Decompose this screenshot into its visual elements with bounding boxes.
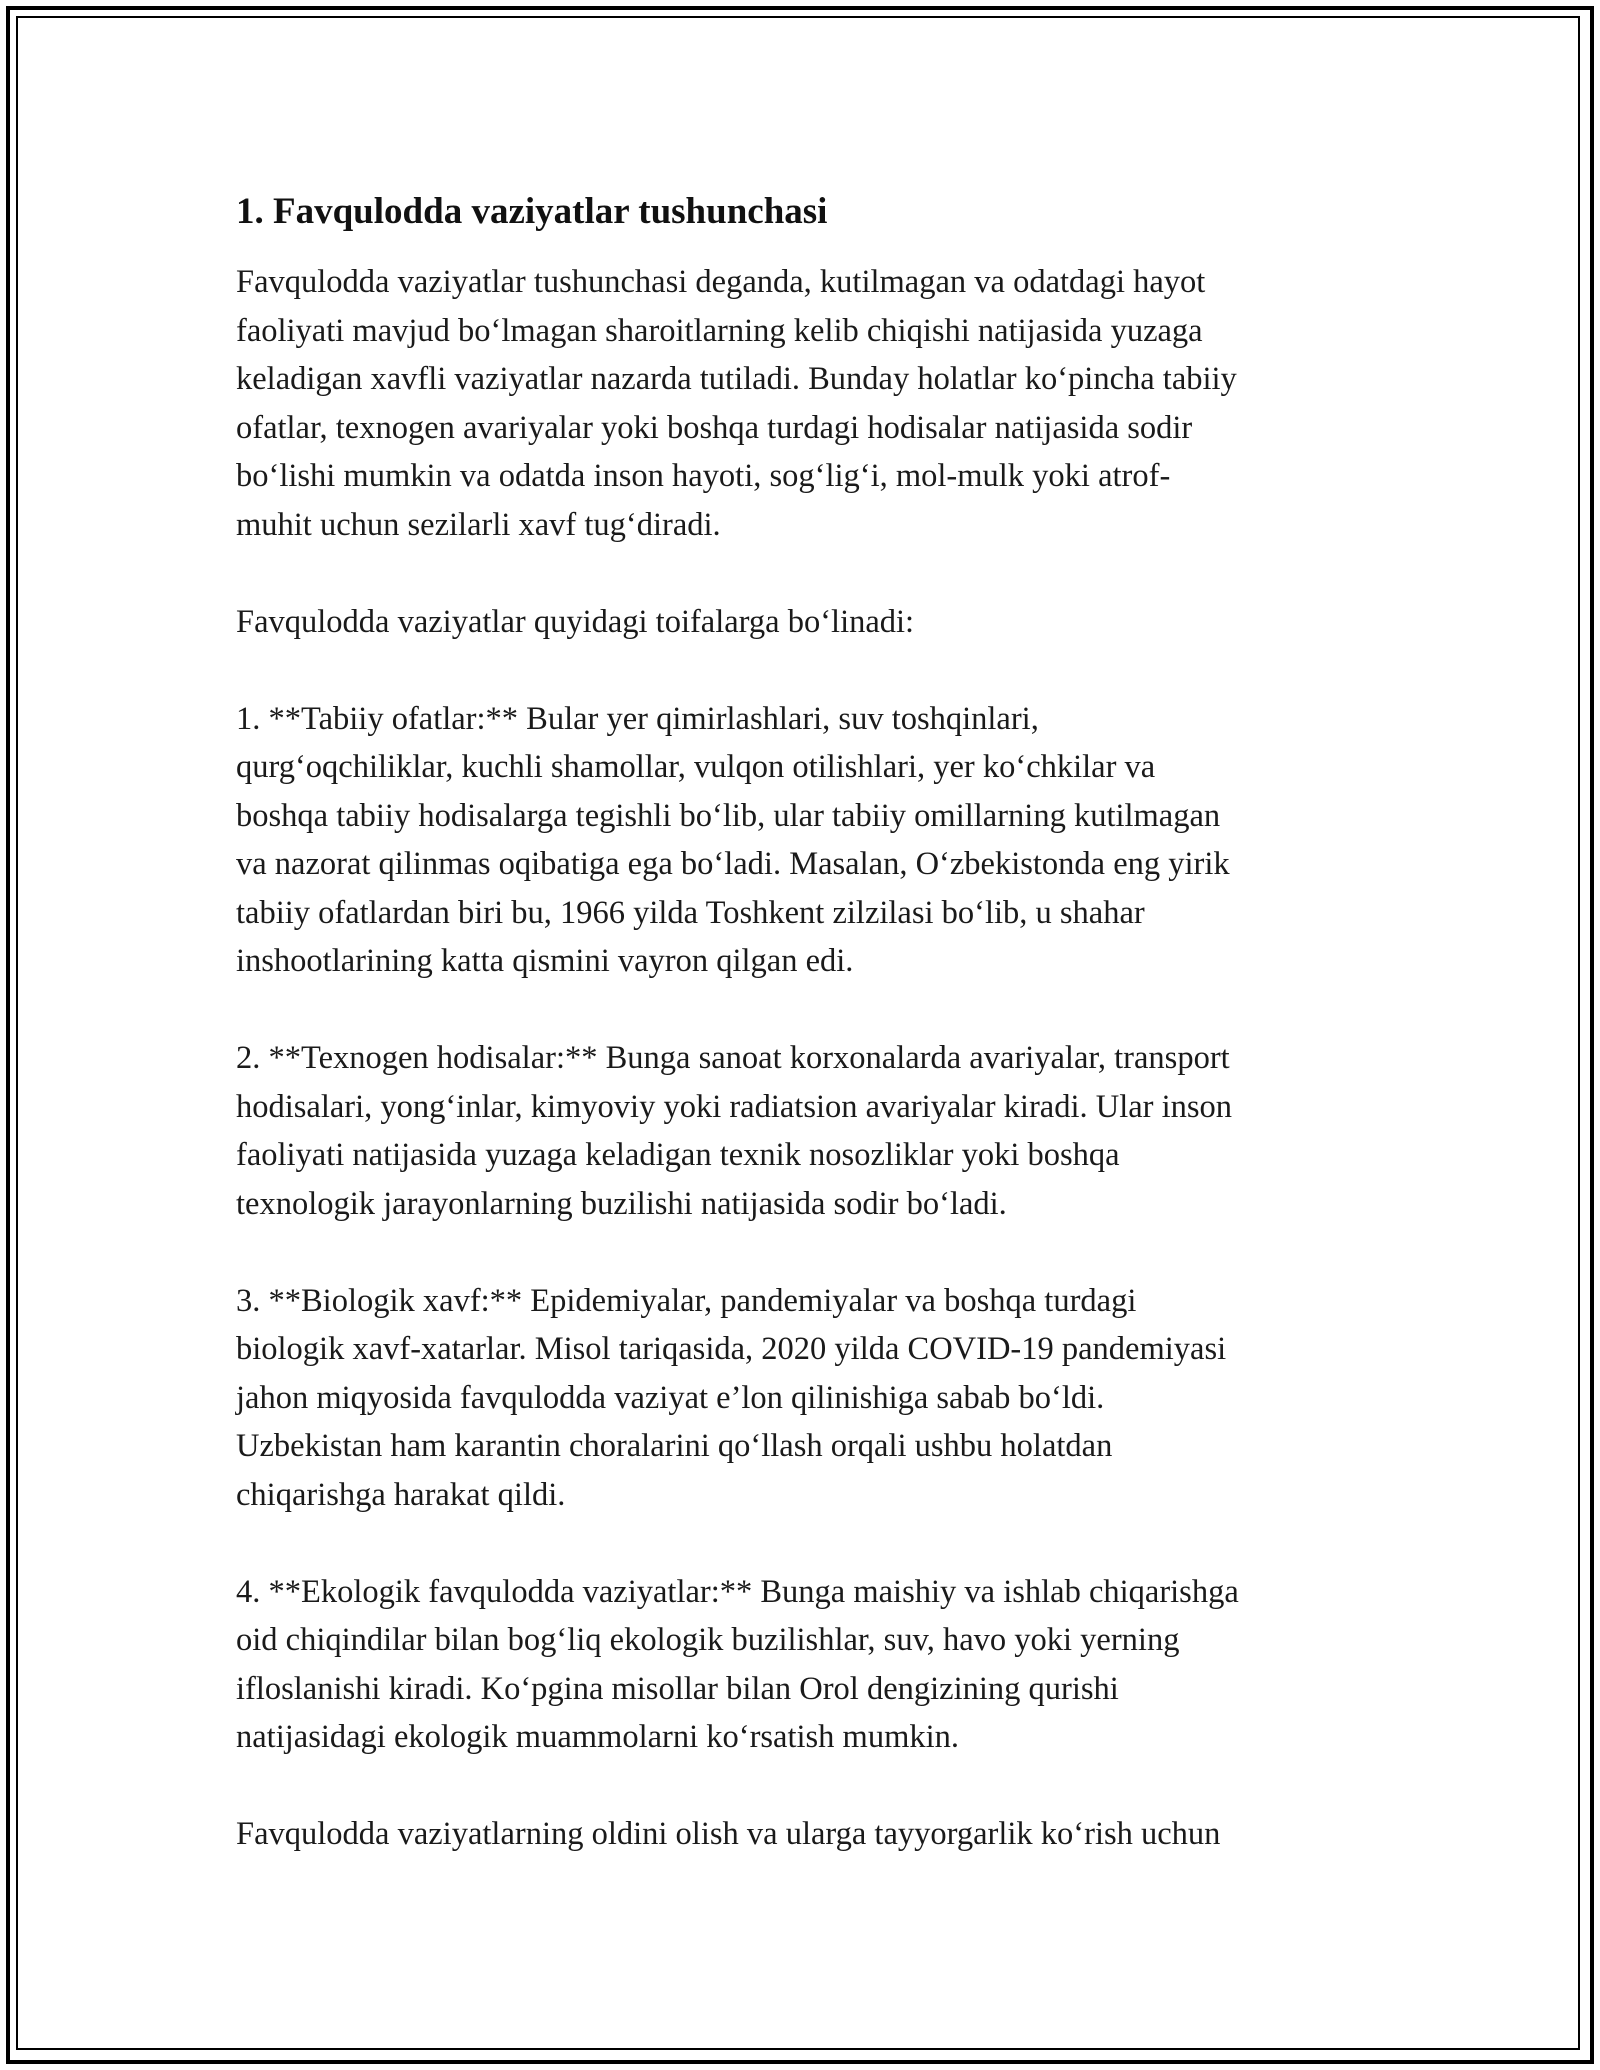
text-line: bo‘lishi mumkin va odatda inson hayoti, sog‘lig‘i, mol-mulk yoki atrof- xyxy=(236,458,1171,494)
text-line: chiqarishga harakat qildi. xyxy=(236,1476,566,1513)
closing-paragraph xyxy=(236,1810,1386,1859)
biological-paragraph xyxy=(236,1277,1386,1520)
text-line: Favqulodda vaziyatlar tushunchasi deganda, kutilmagan va odatdagi hayot xyxy=(236,264,1206,300)
text-line: boshqa tabiiy hodisalarga tegishli bo‘lib, ular tabiiy omillarning kutilmagan xyxy=(236,797,1221,834)
text-line: 4. **Ekologik favqulodda vaziyatlar:** Bunga maishiy va ishlab chiqarishga xyxy=(236,1573,1239,1610)
text-line: qurg‘oqchiliklar, kuchli shamollar, vulqon otilishlari, yer ko‘chkilar va xyxy=(236,749,1156,785)
text-line: muhit uchun sezilarli xavf tug‘diradi. xyxy=(236,506,721,543)
technogenic-paragraph xyxy=(236,1034,1386,1228)
text-line: 2. **Texnogen hodisalar:** Bunga sanoat korxonalarda avariyalar, transport xyxy=(236,1040,1230,1076)
text-line: tabiiy ofatlardan biri bu, 1966 yilda Toshkent zilzilasi bo‘lib, u shahar xyxy=(236,894,1145,931)
text-line: oid chiqindilar bilan bog‘liq ekologik buzilishlar, suv, havo yoki yerning xyxy=(236,1622,1180,1658)
categories-intro-paragraph xyxy=(236,598,1386,647)
text-line: 1. **Tabiiy ofatlar:** Bular yer qimirlashlari, suv toshqinlari, xyxy=(236,700,1039,737)
text-line: jahon miqyosida favqulodda vaziyat e’lon qilinishiga sabab bo‘ldi. xyxy=(236,1379,1105,1416)
section-heading: 1. Favqulodda vaziyatlar tushunchasi xyxy=(236,191,828,232)
text-line: 3. **Biologik xavf:** Epidemiyalar, pandemiyalar va boshqa turdagi xyxy=(236,1282,1137,1319)
text-line: biologik xavf-xatarlar. Misol tariqasida, 2020 yilda COVID-19 pandemiyasi xyxy=(236,1331,1227,1367)
text-line: Favqulodda vaziyatlarning oldini olish va ularga tayyorgarlik ko‘rish uchun xyxy=(236,1816,1221,1852)
text-line: ofatlar, texnogen avariyalar yoki boshqa turdagi hodisalar natijasida sodir xyxy=(236,409,1193,446)
document-body xyxy=(236,188,1386,1907)
text-line: natijasidagi ekologik muammolarni ko‘rsatish mumkin. xyxy=(236,1719,960,1755)
text-line: Favqulodda vaziyatlar quyidagi toifalarga bo‘linadi: xyxy=(236,603,915,640)
text-line: keladigan xavfli vaziyatlar nazarda tutiladi. Bunday holatlar ko‘pincha tabiiy xyxy=(236,361,1237,397)
text-line: inshootlarining katta qismini vayron qilgan edi. xyxy=(236,943,854,979)
ecological-paragraph xyxy=(236,1568,1386,1762)
natural-disasters-paragraph xyxy=(236,695,1386,986)
intro-paragraph xyxy=(236,258,1386,549)
text-line: faoliyati mavjud bo‘lmagan sharoitlarning kelib chiqishi natijasida yuzaga xyxy=(236,312,1203,349)
text-line: ifloslanishi kiradi. Ko‘pgina misollar bilan Orol dengizining qurishi xyxy=(236,1670,1119,1707)
text-line: texnologik jarayonlarning buzilishi natijasida sodir bo‘ladi. xyxy=(236,1185,1007,1222)
text-line: hodisalari, yong‘inlar, kimyoviy yoki radiatsion avariyalar kiradi. Ular inson xyxy=(236,1088,1233,1125)
text-line: Uzbekistan ham karantin choralarini qo‘llash orqali ushbu holatdan xyxy=(236,1428,1113,1464)
text-line: va nazorat qilinmas oqibatiga ega bo‘ladi. Masalan, O‘zbekistonda eng yirik xyxy=(236,846,1230,882)
text-line: faoliyati natijasida yuzaga keladigan texnik nosozliklar yoki boshqa xyxy=(236,1137,1120,1173)
